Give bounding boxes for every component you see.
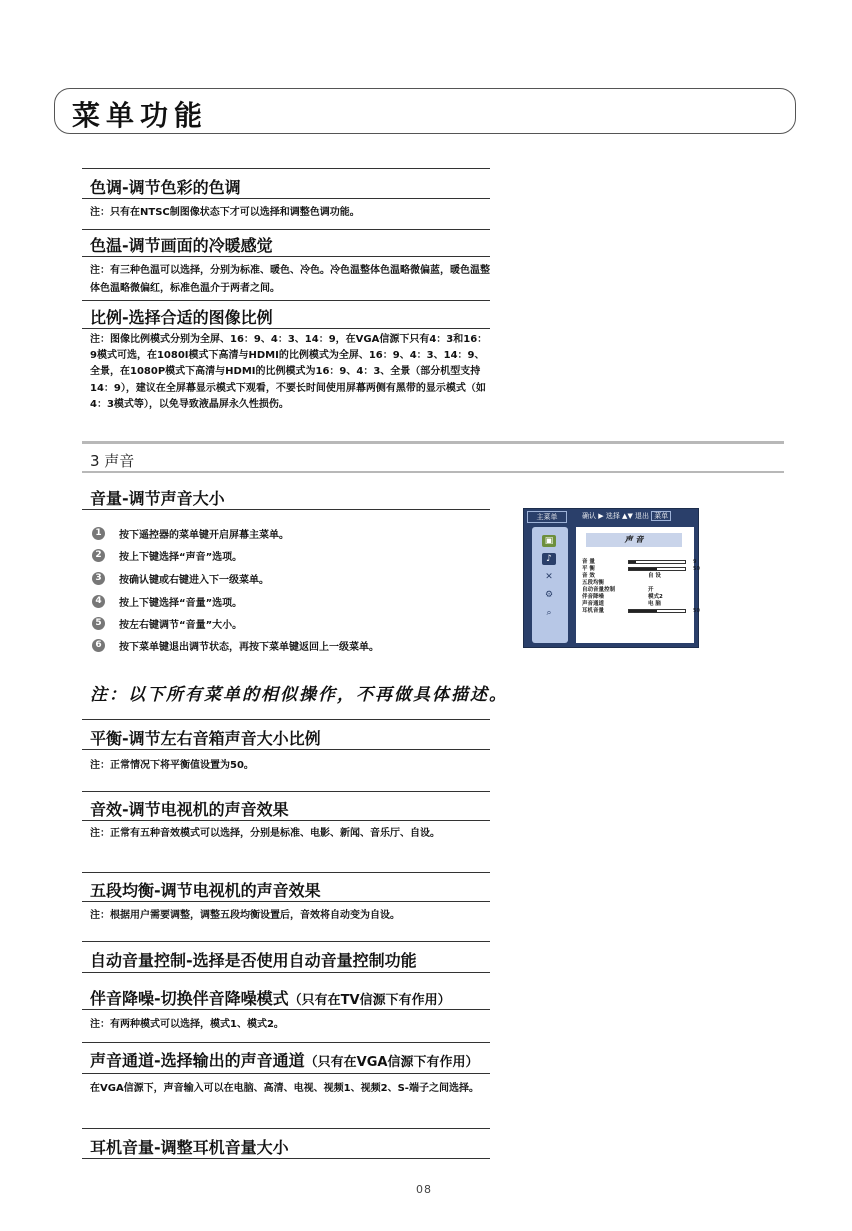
section-divider bbox=[82, 441, 784, 444]
step-text: 按下菜单键退出调节状态，再按下菜单键返回上一级菜单。 bbox=[119, 641, 379, 653]
section-heading: 3 声音 bbox=[90, 452, 135, 470]
divider bbox=[82, 749, 490, 750]
section-title-main: 声音通道-选择输出的声音通道 bbox=[90, 1051, 305, 1070]
section-note: 注：有两种模式可以选择，模式1、模式2。 bbox=[90, 1019, 284, 1030]
tv-menu-row bbox=[582, 566, 700, 573]
section-title-main: 伴音降噪-切换伴音降噪模式 bbox=[90, 989, 289, 1008]
section-title-qualifier: （只有在VGA信源下有作用） bbox=[304, 1055, 479, 1070]
step-number: 6 bbox=[92, 639, 105, 652]
section-note: 注：根据用户需要调整，调整五段均衡设置后，音效将自动变为自设。 bbox=[90, 910, 400, 921]
divider bbox=[82, 791, 490, 792]
step-text: 按下遥控器的菜单键开启屏幕主菜单。 bbox=[119, 529, 289, 541]
section-note: 注：图像比例模式分别为全屏、16：9、4：3、14：9，在VGA信源下只有4：3和16：9模式可选，在1080I模式下高清与HDMI的比例模式为全屏、16：9、4：3、14：9、全景，在1080P模式下高清与HDMI的比例模式为16：9、4：3、全景（部分机型支持14：9），建议在全屏幕显示模式下观看，不要长时间使用屏幕两侧有黑带的显示模式（如4：3模式等），以免导致液晶屏永久性损伤。 bbox=[90, 334, 488, 410]
tv-menu-row bbox=[582, 587, 690, 594]
tv-slider-fill bbox=[629, 568, 657, 570]
tv-row-option: 自 设 bbox=[648, 573, 661, 579]
step-item bbox=[92, 524, 289, 542]
section-note: 注：只有在NTSC制图像状态下才可以选择和调整色调功能。 bbox=[90, 207, 360, 218]
divider bbox=[82, 168, 490, 169]
divider bbox=[82, 1128, 490, 1129]
tv-row-label: 耳机音量 bbox=[582, 608, 605, 614]
page-title: 菜单功能 bbox=[72, 99, 209, 132]
tv-row-label: 自动音量控制 bbox=[582, 587, 616, 593]
section-title: 色温-调节画面的冷暖感觉 bbox=[90, 236, 273, 255]
tv-menu-row bbox=[582, 601, 690, 608]
tv-slider bbox=[628, 609, 686, 613]
divider bbox=[82, 1073, 490, 1074]
tv-slider bbox=[628, 560, 686, 564]
section-title: 比例-选择合适的图像比例 bbox=[90, 308, 273, 327]
step-text: 按左右键调节“音量”大小。 bbox=[119, 619, 243, 631]
section-divider bbox=[82, 471, 784, 473]
tv-row-label: 音 效 bbox=[582, 573, 595, 579]
tv-row-label: 平 衡 bbox=[582, 566, 595, 572]
divider bbox=[82, 300, 490, 301]
tv-menu-screenshot bbox=[523, 508, 699, 648]
step-item bbox=[92, 636, 379, 654]
page-number: 08 bbox=[416, 1183, 432, 1196]
picture-icon: ▣ bbox=[542, 535, 556, 547]
divider bbox=[82, 1158, 490, 1159]
tv-panel-title: 声 音 bbox=[586, 533, 682, 547]
step-text: 按确认键或右键进入下一级菜单。 bbox=[119, 574, 269, 586]
tv-slider-fill bbox=[629, 610, 657, 612]
tv-main-menu-tab: 主菜单 bbox=[527, 511, 567, 523]
divider bbox=[82, 872, 490, 873]
step-number: 2 bbox=[92, 549, 105, 562]
divider bbox=[82, 941, 490, 942]
tv-menu-row bbox=[582, 580, 690, 587]
section-title: 五段均衡-调节电视机的声音效果 bbox=[90, 881, 321, 900]
section-note: 注：正常有五种音效模式可以选择，分别是标准、电影、新闻、音乐厅、自设。 bbox=[90, 828, 440, 839]
tv-row-value: 50 bbox=[693, 566, 700, 572]
tv-row-label: 音 量 bbox=[582, 559, 595, 565]
step-number: 5 bbox=[92, 617, 105, 630]
divider bbox=[82, 972, 490, 973]
tv-slider-fill bbox=[629, 561, 636, 563]
section-note: 在VGA信源下，声音输入可以在电脑、高清、电视、视频1、视频2、S-端子之间选择。 bbox=[90, 1083, 479, 1094]
divider bbox=[82, 901, 490, 902]
tv-sound-panel bbox=[576, 527, 700, 643]
divider bbox=[82, 256, 490, 257]
settings-icon: ⚙ bbox=[544, 590, 554, 600]
tv-slider bbox=[628, 567, 686, 571]
tools-icon: ✕ bbox=[545, 572, 553, 582]
tv-row-label: 五段均衡 bbox=[582, 580, 605, 586]
step-text: 按上下键选择“音量”选项。 bbox=[119, 597, 243, 609]
tv-row-label: 声音通道 bbox=[582, 601, 605, 607]
tv-menu-row bbox=[582, 594, 690, 601]
tv-row-option: 模式2 bbox=[648, 594, 663, 600]
step-number: 1 bbox=[92, 527, 105, 540]
divider bbox=[82, 328, 490, 329]
section-note: 注：有三种色温可以选择，分别为标准、暖色、冷色。冷色温整体色温略微偏蓝，暖色温整体色温略微偏红，标准色温介于两者之间。 bbox=[90, 265, 490, 294]
section-title-qualifier: （只有在TV信源下有作用） bbox=[288, 993, 451, 1008]
step-item bbox=[92, 569, 269, 587]
tv-menu-icon-column bbox=[532, 527, 568, 643]
tv-nav-menu-label: 菜单 bbox=[651, 511, 671, 521]
section-title: 耳机音量-调整耳机音量大小 bbox=[90, 1138, 289, 1157]
section-title bbox=[90, 1048, 478, 1071]
tv-row-label: 伴音降噪 bbox=[582, 594, 605, 600]
sound-icon: ♪ bbox=[542, 553, 556, 565]
divider bbox=[82, 719, 490, 720]
step-number: 3 bbox=[92, 572, 105, 585]
divider bbox=[82, 229, 490, 230]
divider bbox=[82, 509, 490, 510]
step-item bbox=[92, 546, 242, 564]
step-item bbox=[92, 614, 242, 632]
operation-note: 注：以下所有菜单的相似操作，不再做具体描述。 bbox=[90, 685, 508, 705]
section-title: 音效-调节电视机的声音效果 bbox=[90, 800, 289, 819]
tv-row-value: 50 bbox=[693, 608, 700, 614]
divider bbox=[82, 820, 490, 821]
tv-menu-row bbox=[582, 608, 700, 615]
section-title: 色调-调节色彩的色调 bbox=[90, 178, 241, 197]
step-number: 4 bbox=[92, 595, 105, 608]
tv-menu-row bbox=[582, 573, 690, 580]
section-title: 自动音量控制-选择是否使用自动音量控制功能 bbox=[90, 951, 417, 970]
tv-row-option: 电 脑 bbox=[648, 601, 661, 607]
tv-row-value: 9 bbox=[693, 559, 697, 565]
section-title: 平衡-调节左右音箱声音大小比例 bbox=[90, 729, 321, 748]
divider bbox=[82, 1009, 490, 1010]
divider bbox=[82, 198, 490, 199]
tv-menu-row bbox=[582, 559, 697, 566]
step-text: 按上下键选择“声音”选项。 bbox=[119, 551, 243, 563]
step-item bbox=[92, 592, 242, 610]
section-note: 注：正常情况下将平衡值设置为50。 bbox=[90, 760, 254, 771]
search-icon: ⌕ bbox=[546, 608, 552, 618]
divider bbox=[82, 1042, 490, 1043]
tv-nav-text: 确认 ▶ 选择 ▲▼ 退出 bbox=[582, 512, 650, 520]
section-title bbox=[90, 986, 451, 1009]
tv-row-option: 开 bbox=[648, 587, 654, 593]
tv-nav-hint bbox=[582, 511, 671, 521]
section-title: 音量-调节声音大小 bbox=[90, 489, 225, 508]
